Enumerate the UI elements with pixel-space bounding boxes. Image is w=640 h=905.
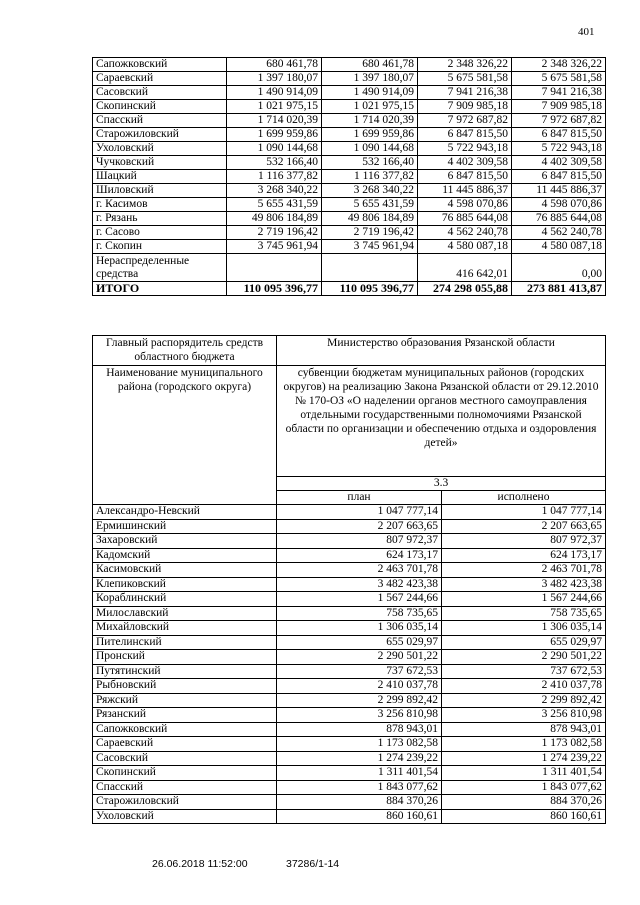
plan-value-cell: 884 370,26 <box>277 795 442 810</box>
value-cell: 0,00 <box>512 254 606 282</box>
value-cell: 1 090 144,68 <box>322 142 418 156</box>
plan-value-cell: 1 306 035,14 <box>277 621 442 636</box>
fact-value-cell: 2 410 037,78 <box>442 679 606 694</box>
region-name-cell: Сараевский <box>93 737 277 752</box>
table-row <box>93 198 606 212</box>
plan-value-cell: 758 735,65 <box>277 606 442 621</box>
value-cell: 6 847 815,50 <box>418 170 512 184</box>
value-cell: 4 402 309,58 <box>512 156 606 170</box>
plan-value-cell: 807 972,37 <box>277 534 442 549</box>
region-name-cell: Скопинский <box>93 100 227 114</box>
fact-value-cell: 2 207 663,65 <box>442 519 606 534</box>
value-cell: 76 885 644,08 <box>512 212 606 226</box>
table-row <box>93 664 606 679</box>
plan-value-cell: 2 463 701,78 <box>277 563 442 578</box>
table-row <box>93 212 606 226</box>
value-cell: 1 021 975,15 <box>227 100 322 114</box>
admin-label: Главный распорядитель средств областного бюджета <box>93 336 277 366</box>
fact-value-cell: 737 672,53 <box>442 664 606 679</box>
plan-value-cell: 3 256 810,98 <box>277 708 442 723</box>
value-cell: 1 116 377,82 <box>227 170 322 184</box>
table-row <box>93 72 606 86</box>
header-row-admin <box>93 336 606 366</box>
region-name-cell: Пителинский <box>93 635 277 650</box>
value-cell: 4 562 240,78 <box>512 226 606 240</box>
fact-value-cell: 1 306 035,14 <box>442 621 606 636</box>
fact-value-cell: 860 160,61 <box>442 809 606 824</box>
value-cell: 4 562 240,78 <box>418 226 512 240</box>
column-code: 3.3 <box>277 477 606 491</box>
table-row <box>93 809 606 824</box>
value-cell: 416 642,01 <box>418 254 512 282</box>
plan-value-cell: 1 843 077,62 <box>277 780 442 795</box>
total-row <box>93 282 606 296</box>
table-row <box>93 100 606 114</box>
table-row <box>93 679 606 694</box>
region-name-cell: Спасский <box>93 114 227 128</box>
value-cell: 1 490 914,09 <box>322 86 418 100</box>
region-name-cell: Нераспределенные средства <box>93 254 227 282</box>
value-cell: 2 348 326,22 <box>418 58 512 72</box>
region-name-cell: Касимовский <box>93 563 277 578</box>
plan-value-cell: 1 567 244,66 <box>277 592 442 607</box>
table-row <box>93 780 606 795</box>
region-name-cell: Ряжский <box>93 693 277 708</box>
value-cell: 7 941 216,38 <box>512 86 606 100</box>
value-cell: 2 719 196,42 <box>322 226 418 240</box>
value-cell: 1 714 020,39 <box>322 114 418 128</box>
fact-value-cell: 1 274 239,22 <box>442 751 606 766</box>
region-name-cell: Кораблинский <box>93 592 277 607</box>
region-name-cell: Старожиловский <box>93 795 277 810</box>
table-row <box>93 751 606 766</box>
value-cell: 5 675 581,58 <box>512 72 606 86</box>
table-row <box>93 795 606 810</box>
table-row <box>93 156 606 170</box>
table-row <box>93 650 606 665</box>
table-row <box>93 142 606 156</box>
undistributed-row <box>93 254 606 282</box>
table-row <box>93 693 606 708</box>
value-cell: 110 095 396,77 <box>227 282 322 296</box>
region-name-cell: Сапожковский <box>93 722 277 737</box>
value-cell: 2 348 326,22 <box>512 58 606 72</box>
region-name-cell: Александро-Невский <box>93 505 277 520</box>
fact-value-cell: 807 972,37 <box>442 534 606 549</box>
table-row <box>93 534 606 549</box>
table-row <box>93 240 606 254</box>
region-name-cell: г. Касимов <box>93 198 227 212</box>
region-name-cell: Сасовский <box>93 751 277 766</box>
table-row <box>93 737 606 752</box>
value-cell: 11 445 886,37 <box>512 184 606 198</box>
value-cell: 6 847 815,50 <box>512 170 606 184</box>
value-cell <box>227 254 322 282</box>
value-cell: 5 655 431,59 <box>227 198 322 212</box>
fact-value-cell: 1 843 077,62 <box>442 780 606 795</box>
plan-value-cell: 1 311 401,54 <box>277 766 442 781</box>
table-row <box>93 708 606 723</box>
plan-value-cell: 655 029,97 <box>277 635 442 650</box>
region-name-cell: г. Сасово <box>93 226 227 240</box>
value-cell: 5 722 943,18 <box>418 142 512 156</box>
table-row <box>93 563 606 578</box>
region-name-cell: Рязанский <box>93 708 277 723</box>
value-cell: 3 268 340,22 <box>227 184 322 198</box>
region-name-cell: Рыбновский <box>93 679 277 694</box>
plan-value-cell: 3 482 423,38 <box>277 577 442 592</box>
value-cell: 4 402 309,58 <box>418 156 512 170</box>
value-cell: 680 461,78 <box>227 58 322 72</box>
fact-header: исполнено <box>442 491 606 505</box>
plan-value-cell: 2 207 663,65 <box>277 519 442 534</box>
region-name-cell: Старожиловский <box>93 128 227 142</box>
fact-value-cell: 1 311 401,54 <box>442 766 606 781</box>
table-row <box>93 505 606 520</box>
plan-value-cell: 737 672,53 <box>277 664 442 679</box>
table-row <box>93 519 606 534</box>
value-cell: 1 090 144,68 <box>227 142 322 156</box>
value-cell: 7 941 216,38 <box>418 86 512 100</box>
value-cell: 532 166,40 <box>227 156 322 170</box>
table-row <box>93 577 606 592</box>
footer-doc-code: 37286/1-14 <box>286 858 340 870</box>
region-name-cell: г. Рязань <box>93 212 227 226</box>
region-name-cell: Ухоловский <box>93 809 277 824</box>
table-row <box>93 766 606 781</box>
value-cell: 7 972 687,82 <box>418 114 512 128</box>
value-cell: 5 655 431,59 <box>322 198 418 212</box>
value-cell: 3 268 340,22 <box>322 184 418 198</box>
municipality-label: Наименование муниципального района (городского округа) <box>93 366 277 505</box>
region-name-cell: Шацкий <box>93 170 227 184</box>
table-row <box>93 86 606 100</box>
value-cell: 680 461,78 <box>322 58 418 72</box>
value-cell: 4 580 087,18 <box>512 240 606 254</box>
region-name-cell: Путятинский <box>93 664 277 679</box>
fact-value-cell: 2 290 501,22 <box>442 650 606 665</box>
value-cell: 1 490 914,09 <box>227 86 322 100</box>
region-name-cell: Сапожковский <box>93 58 227 72</box>
value-cell <box>322 254 418 282</box>
value-cell: 7 972 687,82 <box>512 114 606 128</box>
table-row <box>93 606 606 621</box>
footer-datetime: 26.06.2018 11:52:00 <box>152 858 248 870</box>
value-cell: 1 699 959,86 <box>227 128 322 142</box>
budget-table-continued <box>92 57 606 296</box>
plan-value-cell: 2 410 037,78 <box>277 679 442 694</box>
table-row <box>93 548 606 563</box>
plan-value-cell: 1 274 239,22 <box>277 751 442 766</box>
region-name-cell: Ухоловский <box>93 142 227 156</box>
region-name-cell: Скопинский <box>93 766 277 781</box>
value-cell: 2 719 196,42 <box>227 226 322 240</box>
fact-value-cell: 1 567 244,66 <box>442 592 606 607</box>
table-row <box>93 226 606 240</box>
table-row <box>93 184 606 198</box>
plan-value-cell: 2 299 892,42 <box>277 693 442 708</box>
table-row <box>93 128 606 142</box>
region-name-cell: Михайловский <box>93 621 277 636</box>
region-name-cell: Милославский <box>93 606 277 621</box>
value-cell: 11 445 886,37 <box>418 184 512 198</box>
value-cell: 1 397 180,07 <box>227 72 322 86</box>
region-name-cell: г. Скопин <box>93 240 227 254</box>
region-name-cell: Клепиковский <box>93 577 277 592</box>
value-cell: 76 885 644,08 <box>418 212 512 226</box>
plan-value-cell: 1 047 777,14 <box>277 505 442 520</box>
fact-value-cell: 1 173 082,58 <box>442 737 606 752</box>
value-cell: 3 745 961,94 <box>322 240 418 254</box>
value-cell: 4 598 070,86 <box>512 198 606 212</box>
value-cell: 274 298 055,88 <box>418 282 512 296</box>
fact-value-cell: 1 047 777,14 <box>442 505 606 520</box>
region-name-cell: Захаровский <box>93 534 277 549</box>
plan-value-cell: 624 173,17 <box>277 548 442 563</box>
value-cell: 6 847 815,50 <box>418 128 512 142</box>
value-cell: 1 116 377,82 <box>322 170 418 184</box>
value-cell: 49 806 184,89 <box>227 212 322 226</box>
table-row <box>93 592 606 607</box>
region-name-cell: Шиловский <box>93 184 227 198</box>
table-row <box>93 722 606 737</box>
subvention-table <box>92 335 606 824</box>
value-cell: 1 699 959,86 <box>322 128 418 142</box>
table-row <box>93 635 606 650</box>
region-name-cell: ИТОГО <box>93 282 227 296</box>
value-cell: 7 909 985,18 <box>512 100 606 114</box>
fact-value-cell: 655 029,97 <box>442 635 606 650</box>
region-name-cell: Пронский <box>93 650 277 665</box>
page-number: 401 <box>578 26 595 38</box>
value-cell: 3 745 961,94 <box>227 240 322 254</box>
value-cell: 1 021 975,15 <box>322 100 418 114</box>
subvention-description: субвенции бюджетам муниципальных районов (городских округов) на реализацию Закона Рязанской области от 29.12.2010 № 170-ОЗ «О наделении органов местного самоуправления отдельными государственными полномочиями Рязанской области по организации и обеспечению отдыха и оздоровления детей» <box>277 366 606 477</box>
fact-value-cell: 758 735,65 <box>442 606 606 621</box>
value-cell: 4 580 087,18 <box>418 240 512 254</box>
value-cell: 110 095 396,77 <box>322 282 418 296</box>
value-cell: 5 675 581,58 <box>418 72 512 86</box>
subvention-table-body <box>93 336 606 824</box>
plan-value-cell: 878 943,01 <box>277 722 442 737</box>
table-row <box>93 621 606 636</box>
admin-value: Министерство образования Рязанской области <box>277 336 606 366</box>
table-row <box>93 170 606 184</box>
value-cell: 6 847 815,50 <box>512 128 606 142</box>
value-cell: 273 881 413,87 <box>512 282 606 296</box>
plan-value-cell: 860 160,61 <box>277 809 442 824</box>
fact-value-cell: 3 482 423,38 <box>442 577 606 592</box>
region-name-cell: Ермишинский <box>93 519 277 534</box>
fact-value-cell: 3 256 810,98 <box>442 708 606 723</box>
value-cell: 5 722 943,18 <box>512 142 606 156</box>
region-name-cell: Сасовский <box>93 86 227 100</box>
value-cell: 1 714 020,39 <box>227 114 322 128</box>
fact-value-cell: 2 463 701,78 <box>442 563 606 578</box>
plan-header: план <box>277 491 442 505</box>
header-row-description <box>93 366 606 477</box>
fact-value-cell: 884 370,26 <box>442 795 606 810</box>
region-name-cell: Спасский <box>93 780 277 795</box>
table-row <box>93 114 606 128</box>
fact-value-cell: 624 173,17 <box>442 548 606 563</box>
region-name-cell: Чучковский <box>93 156 227 170</box>
plan-value-cell: 1 173 082,58 <box>277 737 442 752</box>
value-cell: 4 598 070,86 <box>418 198 512 212</box>
plan-value-cell: 2 290 501,22 <box>277 650 442 665</box>
value-cell: 49 806 184,89 <box>322 212 418 226</box>
fact-value-cell: 878 943,01 <box>442 722 606 737</box>
region-name-cell: Кадомский <box>93 548 277 563</box>
value-cell: 532 166,40 <box>322 156 418 170</box>
value-cell: 1 397 180,07 <box>322 72 418 86</box>
table-row <box>93 58 606 72</box>
budget-table-body <box>93 58 606 296</box>
value-cell: 7 909 985,18 <box>418 100 512 114</box>
fact-value-cell: 2 299 892,42 <box>442 693 606 708</box>
region-name-cell: Сараевский <box>93 72 227 86</box>
